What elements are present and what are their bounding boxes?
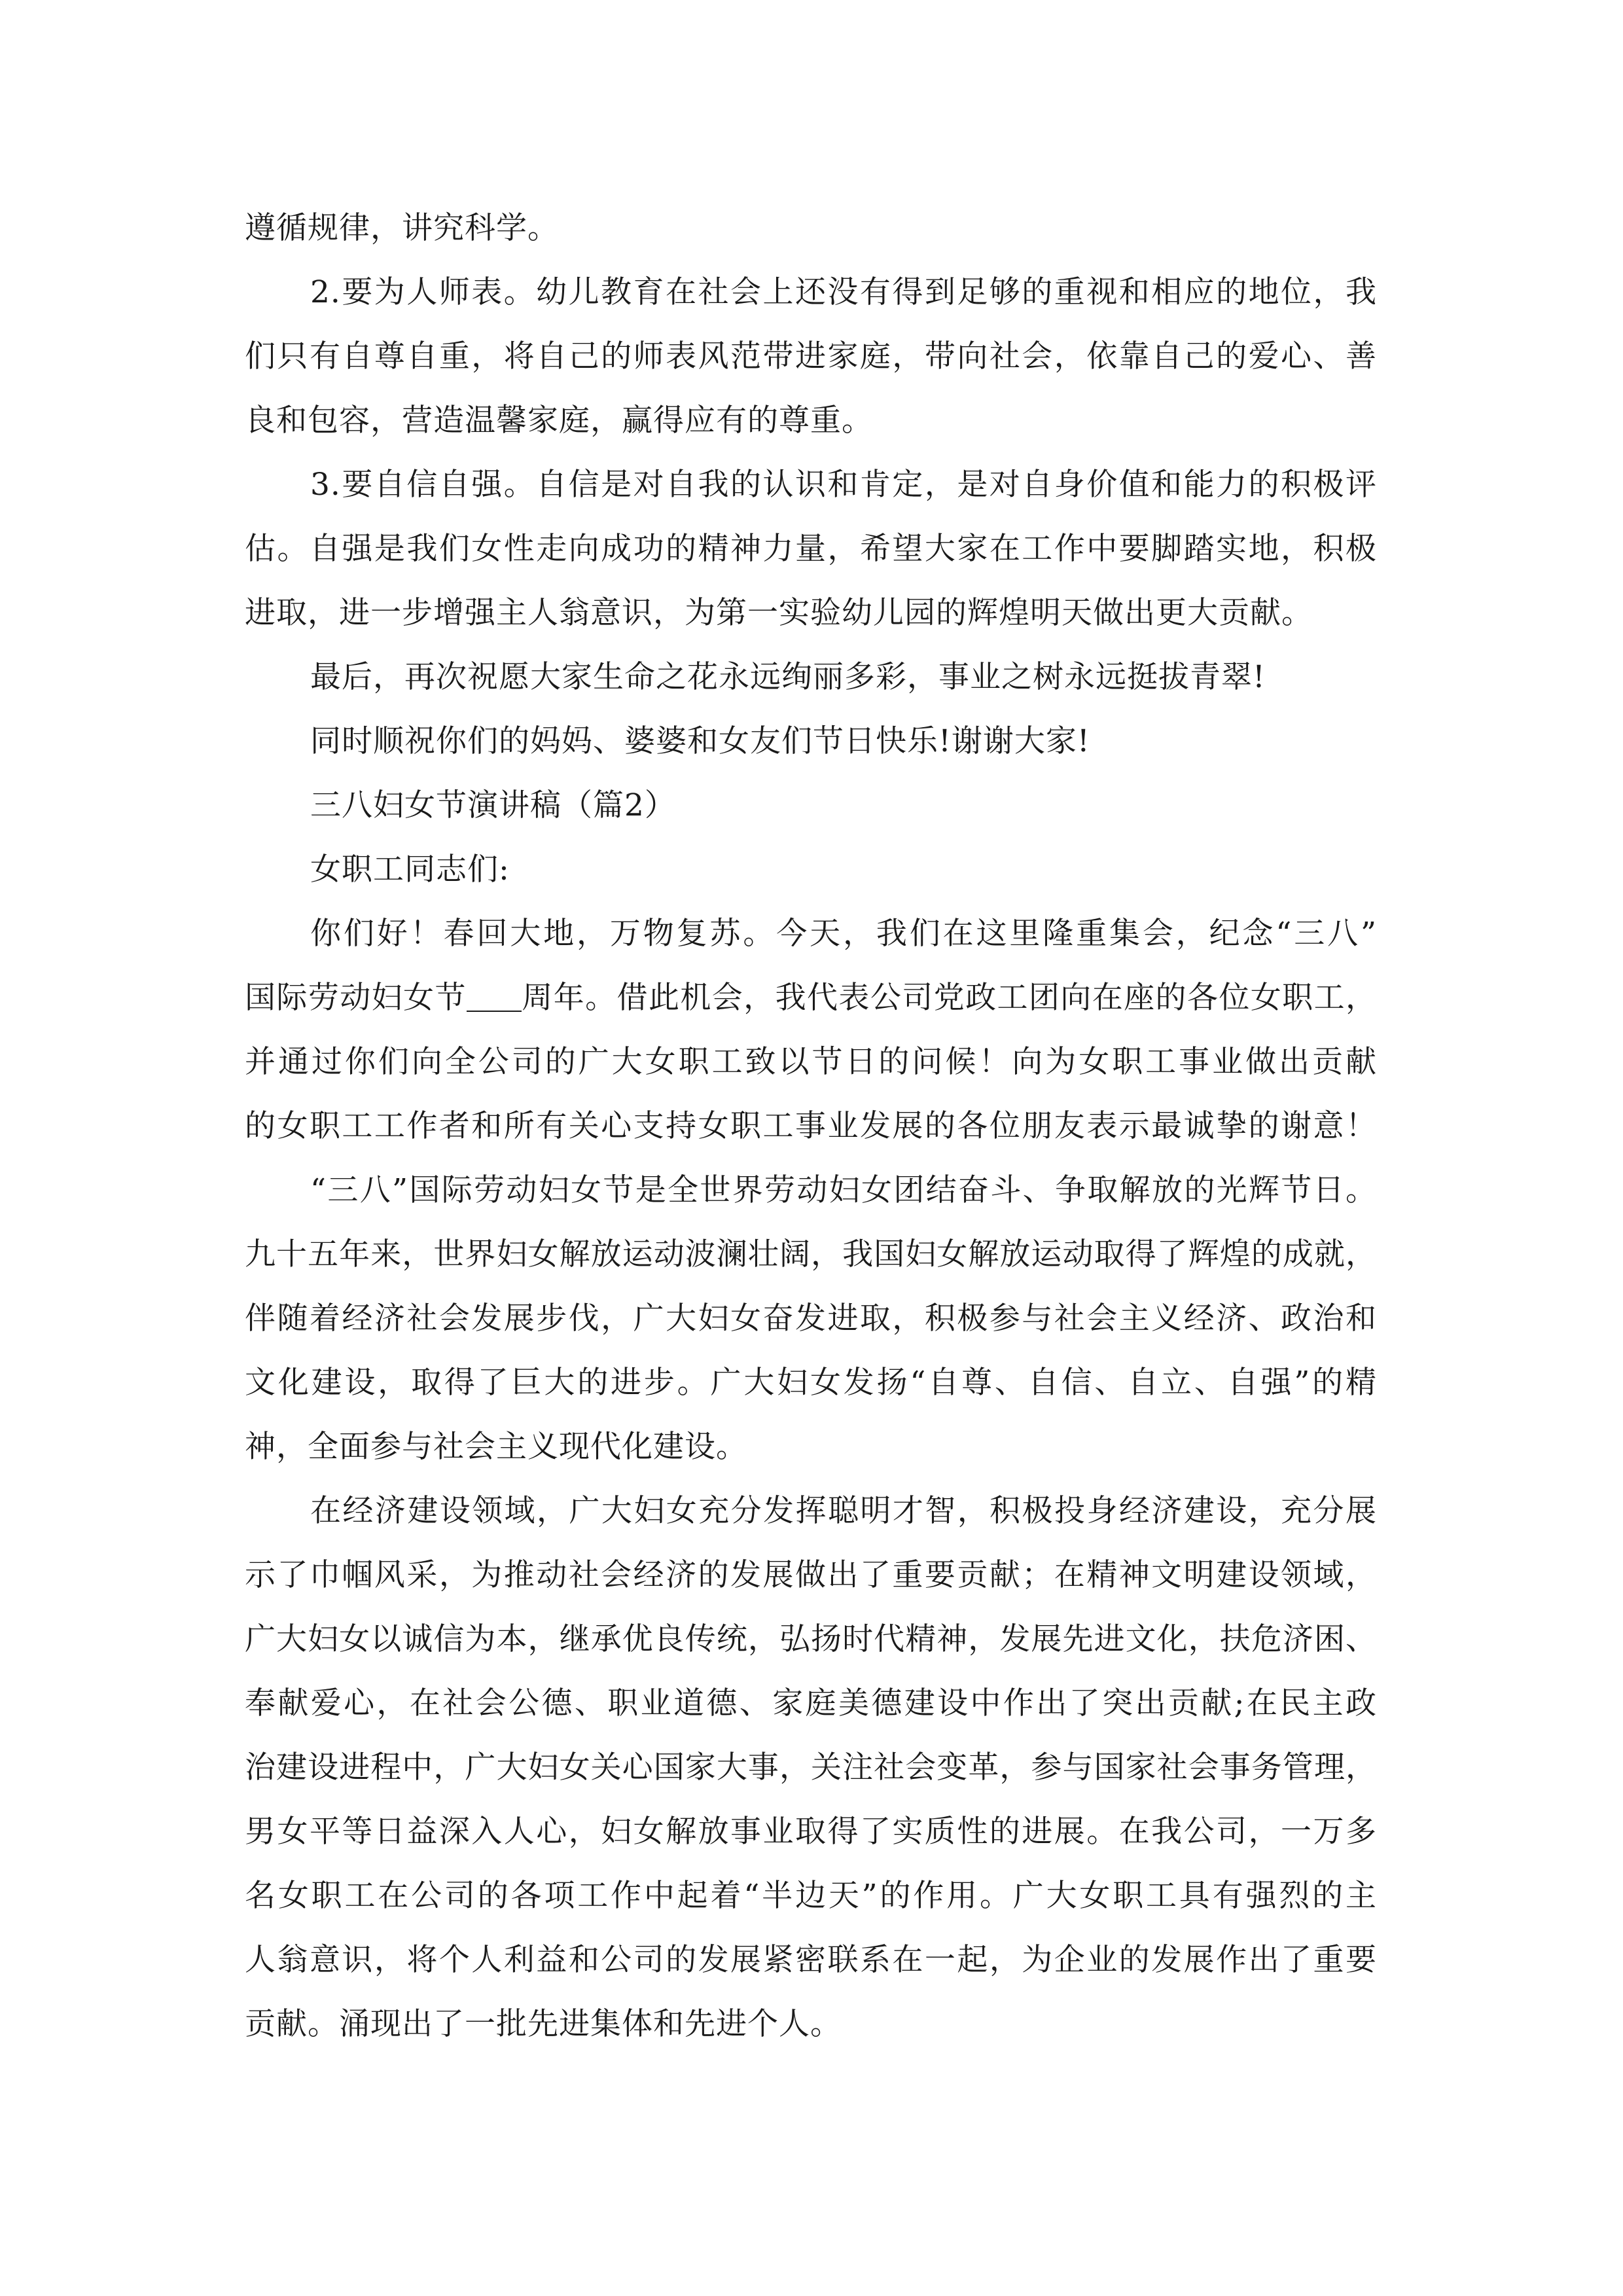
document-body	[245, 196, 1377, 2056]
text-line: 良和包容，营造温馨家庭，赢得应有的尊重。	[245, 403, 873, 439]
text-line: 广大妇女以诚信为本，继承优良传统，弘扬时代精神，发展先进文化，扶危济困、	[245, 1621, 1377, 1657]
text-line-with-blank	[245, 966, 1377, 1030]
text-line: 九十五年来，世界妇女解放运动波澜壮阔，我国妇女解放运动取得了辉煌的成就，	[245, 1236, 1377, 1272]
text-line: 文化建设，取得了巨大的进步。广大妇女发扬“自尊、自信、自立、自强”的精	[245, 1365, 1377, 1401]
text-line: 的女职工工作者和所有关心支持女职工事业发展的各位朋友表示最诚挚的谢意！	[245, 1108, 1377, 1144]
text-line: 遵循规律，讲究科学。	[245, 210, 559, 246]
text-line: 人翁意识，将个人利益和公司的发展紧密联系在一起，为企业的发展作出了重要	[245, 1942, 1377, 1978]
text-line: 伴随着经济社会发展步伐，广大妇女奋发进取，积极参与社会主义经济、政治和	[245, 1300, 1377, 1336]
text-line: 示了巾帼风采，为推动社会经济的发展做出了重要贡献；在精神文明建设领域，	[245, 1557, 1377, 1593]
text-line: 名女职工在公司的各项工作中起着“半边天”的作用。广大女职工具有强烈的主	[245, 1878, 1377, 1914]
text-line: “三八”国际劳动妇女节是全世界劳动妇女团结奋斗、争取解放的光辉节日。	[310, 1172, 1377, 1208]
text-line: 并通过你们向全公司的广大女职工致以节日的问候！向为女职工事业做出贡献	[245, 1044, 1377, 1080]
text-line: 们只有自尊自重，将自己的师表风范带进家庭，带向社会，依靠自己的爱心、善	[245, 338, 1377, 374]
text-line: 最后，再次祝愿大家生命之花永远绚丽多彩，事业之树永远挺拔青翠!	[310, 659, 1266, 695]
text-line: 在经济建设领域，广大妇女充分发挥聪明才智，积极投身经济建设，充分展	[310, 1493, 1377, 1529]
text-segment: 国际劳动妇女节	[245, 980, 467, 1016]
text-line: 估。自强是我们女性走向成功的精神力量，希望大家在工作中要脚踏实地，积极	[245, 531, 1377, 567]
text-line: 2.要为人师表。幼儿教育在社会上还没有得到足够的重视和相应的地位，我	[310, 274, 1377, 310]
text-line: 你们好！春回大地，万物复苏。今天，我们在这里隆重集会，纪念“三八”	[310, 916, 1377, 952]
text-line: 治建设进程中，广大妇女关心国家大事，关注社会变革，参与国家社会事务管理，	[245, 1749, 1377, 1785]
text-line: 3.要自信自强。自信是对自我的认识和肯定，是对自身价值和能力的积极评	[310, 467, 1377, 503]
text-line: 进取，进一步增强主人翁意识，为第一实验幼儿园的辉煌明天做出更大贡献。	[245, 595, 1313, 631]
text-line: 同时顺祝你们的妈妈、婆婆和女友们节日快乐!谢谢大家!	[310, 723, 1090, 759]
fill-in-blank	[467, 980, 522, 1012]
text-segment: 周年。借此机会，我代表公司党政工团向在座的各位女职工，	[521, 980, 1378, 1016]
text-line: 神，全面参与社会主义现代化建设。	[245, 1429, 747, 1465]
text-line: 男女平等日益深入人心，妇女解放事业取得了实质性的进展。在我公司，一万多	[245, 1814, 1377, 1850]
text-line: 奉献爱心，在社会公德、职业道德、家庭美德建设中作出了突出贡献;在民主政	[245, 1685, 1377, 1721]
salutation: 女职工同志们:	[310, 852, 510, 888]
section-heading: 三八妇女节演讲稿（篇2）	[310, 787, 676, 823]
text-line: 贡献。涌现出了一批先进集体和先进个人。	[245, 2006, 842, 2042]
